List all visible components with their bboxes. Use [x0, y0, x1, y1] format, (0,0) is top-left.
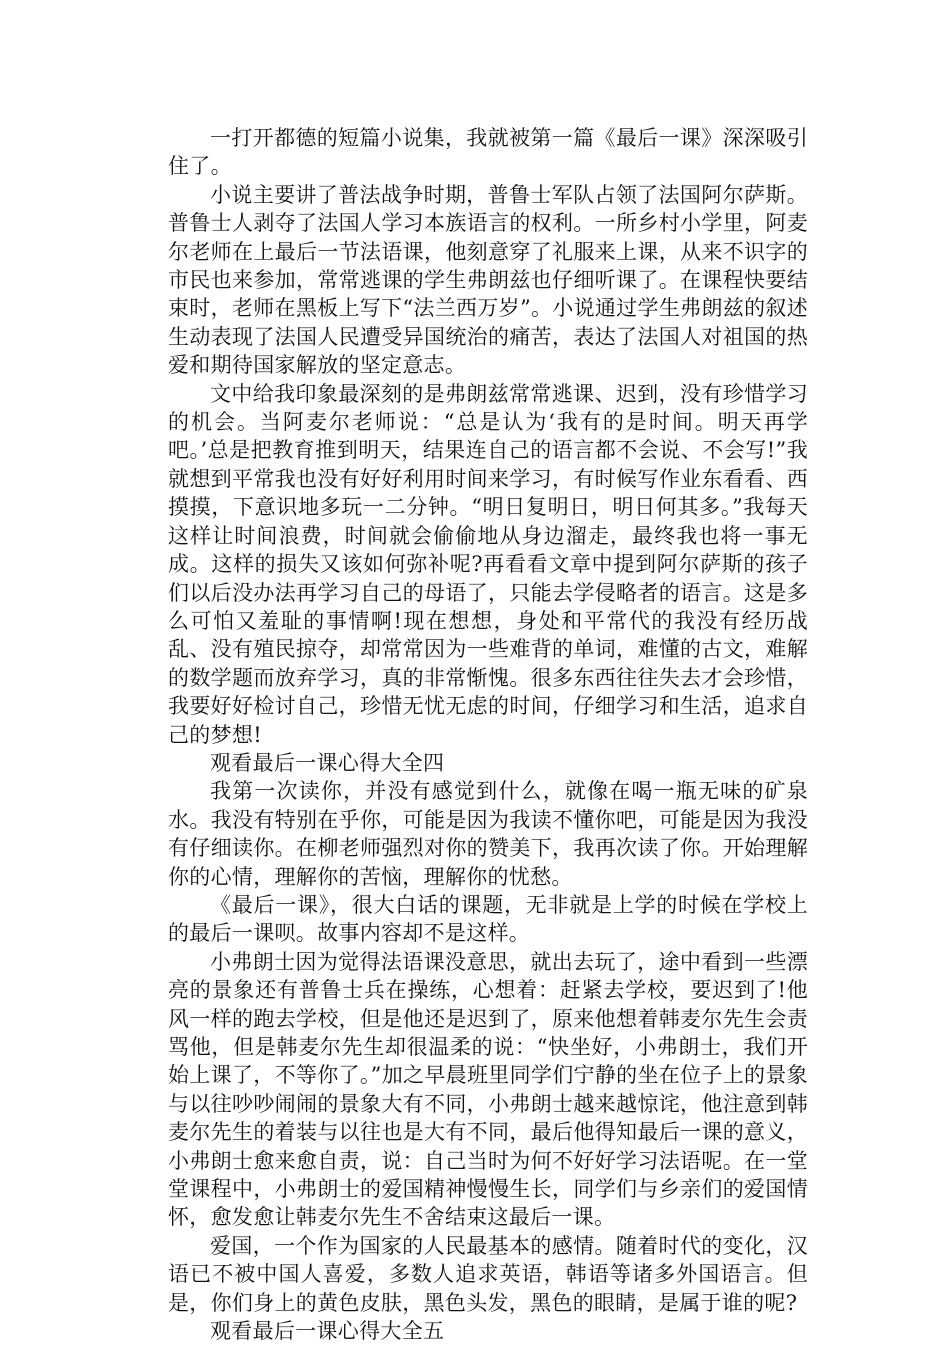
document-body — [168, 124, 808, 1345]
paragraph-intro: 一打开都德的短篇小说集，我就被第一篇《最后一课》深深吸引住了。 — [168, 126, 808, 179]
section-heading-four: 观看最后一课心得大全四 — [210, 750, 445, 775]
paragraph-first-reading: 我第一次读你，并没有感觉到什么，就像在喝一瓶无味的矿泉水。我没有特别在乎你，可能是因为我读不懂你吧，可能是因为我没有仔细读你。在柳老师强烈对你的赞美下，我再次读了你。开始理解你的心情，理解你的苦恼，理解你的忧愁。 — [168, 779, 808, 889]
paragraph-summary: 小说主要讲了普法战争时期，普鲁士军队占领了法国阿尔萨斯。普鲁士人剥夺了法国人学习本族语言的权利。一所乡村小学里，阿麦尔老师在上最后一节法语课，他刻意穿了礼服来上课，从来不识字的市民也来参加，常常逃课的学生弗朗兹也仔细听课了。在课程快要结束时，老师在黑板上写下“法兰西万岁”。小说通过学生弗朗兹的叙述生动表现了法国人民遭受异国统治的痛苦，表达了法国人对祖国的热爱和期待国家解放的坚定意志。 — [168, 182, 808, 378]
paragraph-patriotism: 爱国，一个作为国家的人民最基本的感情。随着时代的变化，汉语已不被中国人喜爱，多数人追求英语，韩语等诸多外国语言。但是，你们身上的黄色皮肤，黑色头发，黑色的眼睛，是属于谁的呢? — [168, 1233, 808, 1315]
paragraph-title-comment: 《最后一课》，很大白话的课题，无非就是上学的时候在学校上的最后一课呗。故事内容却不是这样。 — [168, 892, 808, 946]
section-heading-five: 观看最后一课心得大全五 — [210, 1319, 445, 1344]
paragraph-story: 小弗朗士因为觉得法语课没意思，就出去玩了，途中看到一些漂亮的景象还有普鲁士兵在操练，心想着：赶紧去学校，要迟到了!他风一样的跑去学校，但是他还是迟到了，原来他想着韩麦尔先生会责骂他，但是韩麦尔先生却很温柔的说：“快坐好，小弗朗士，我们开始上课了，不等你了。”加之早晨班里同学们宁静的坐在位子上的景象与以往吵吵闹闹的景象大有不同，小弗朗士越来越惊诧，他注意到韩麦尔先生的着装与以往也是大有不同，最后他得知最后一课的意义，小弗朗士愈来愈自责，说：自己当时为何不好好学习法语呢。在一堂堂课程中，小弗朗士的爱国精神慢慢生长，同学们与乡亲们的爱国情怀，愈发愈让韩麦尔先生不舍结束这最后一课。 — [168, 949, 808, 1230]
paragraph-reflection: 文中给我印象最深刻的是弗朗兹常常逃课、迟到，没有珍惜学习的机会。当阿麦尔老师说：“总是认为‘我有的是时间。明天再学吧。’总是把教育推到明天，结果连自己的语言都不会说、不会写!”我就想到平常我也没有好好利用时间来学习，有时候写作业东看看、西摸摸，下意识地多玩一二分钟。“明日复明日，明日何其多。”我每天这样让时间浪费，时间就会偷偷地从身边溜走，最终我也将一事无成。这样的损失又该如何弥补呢?再看看文章中提到阿尔萨斯的孩子们以后没办法再学习自己的母语了，只能去学侵略者的语言。这是多么可怕又羞耻的事情啊!现在想想，身处和平常代的我没有经历战乱、没有殖民掠夺，却常常因为一些难背的单词，难懂的古文，难解的数学题而放弃学习，真的非常惭愧。很多东西往往失去才会珍惜，我要好好检讨自己，珍惜无忧无虑的时间，仔细学习和生活，追求自己的梦想! — [168, 381, 808, 747]
